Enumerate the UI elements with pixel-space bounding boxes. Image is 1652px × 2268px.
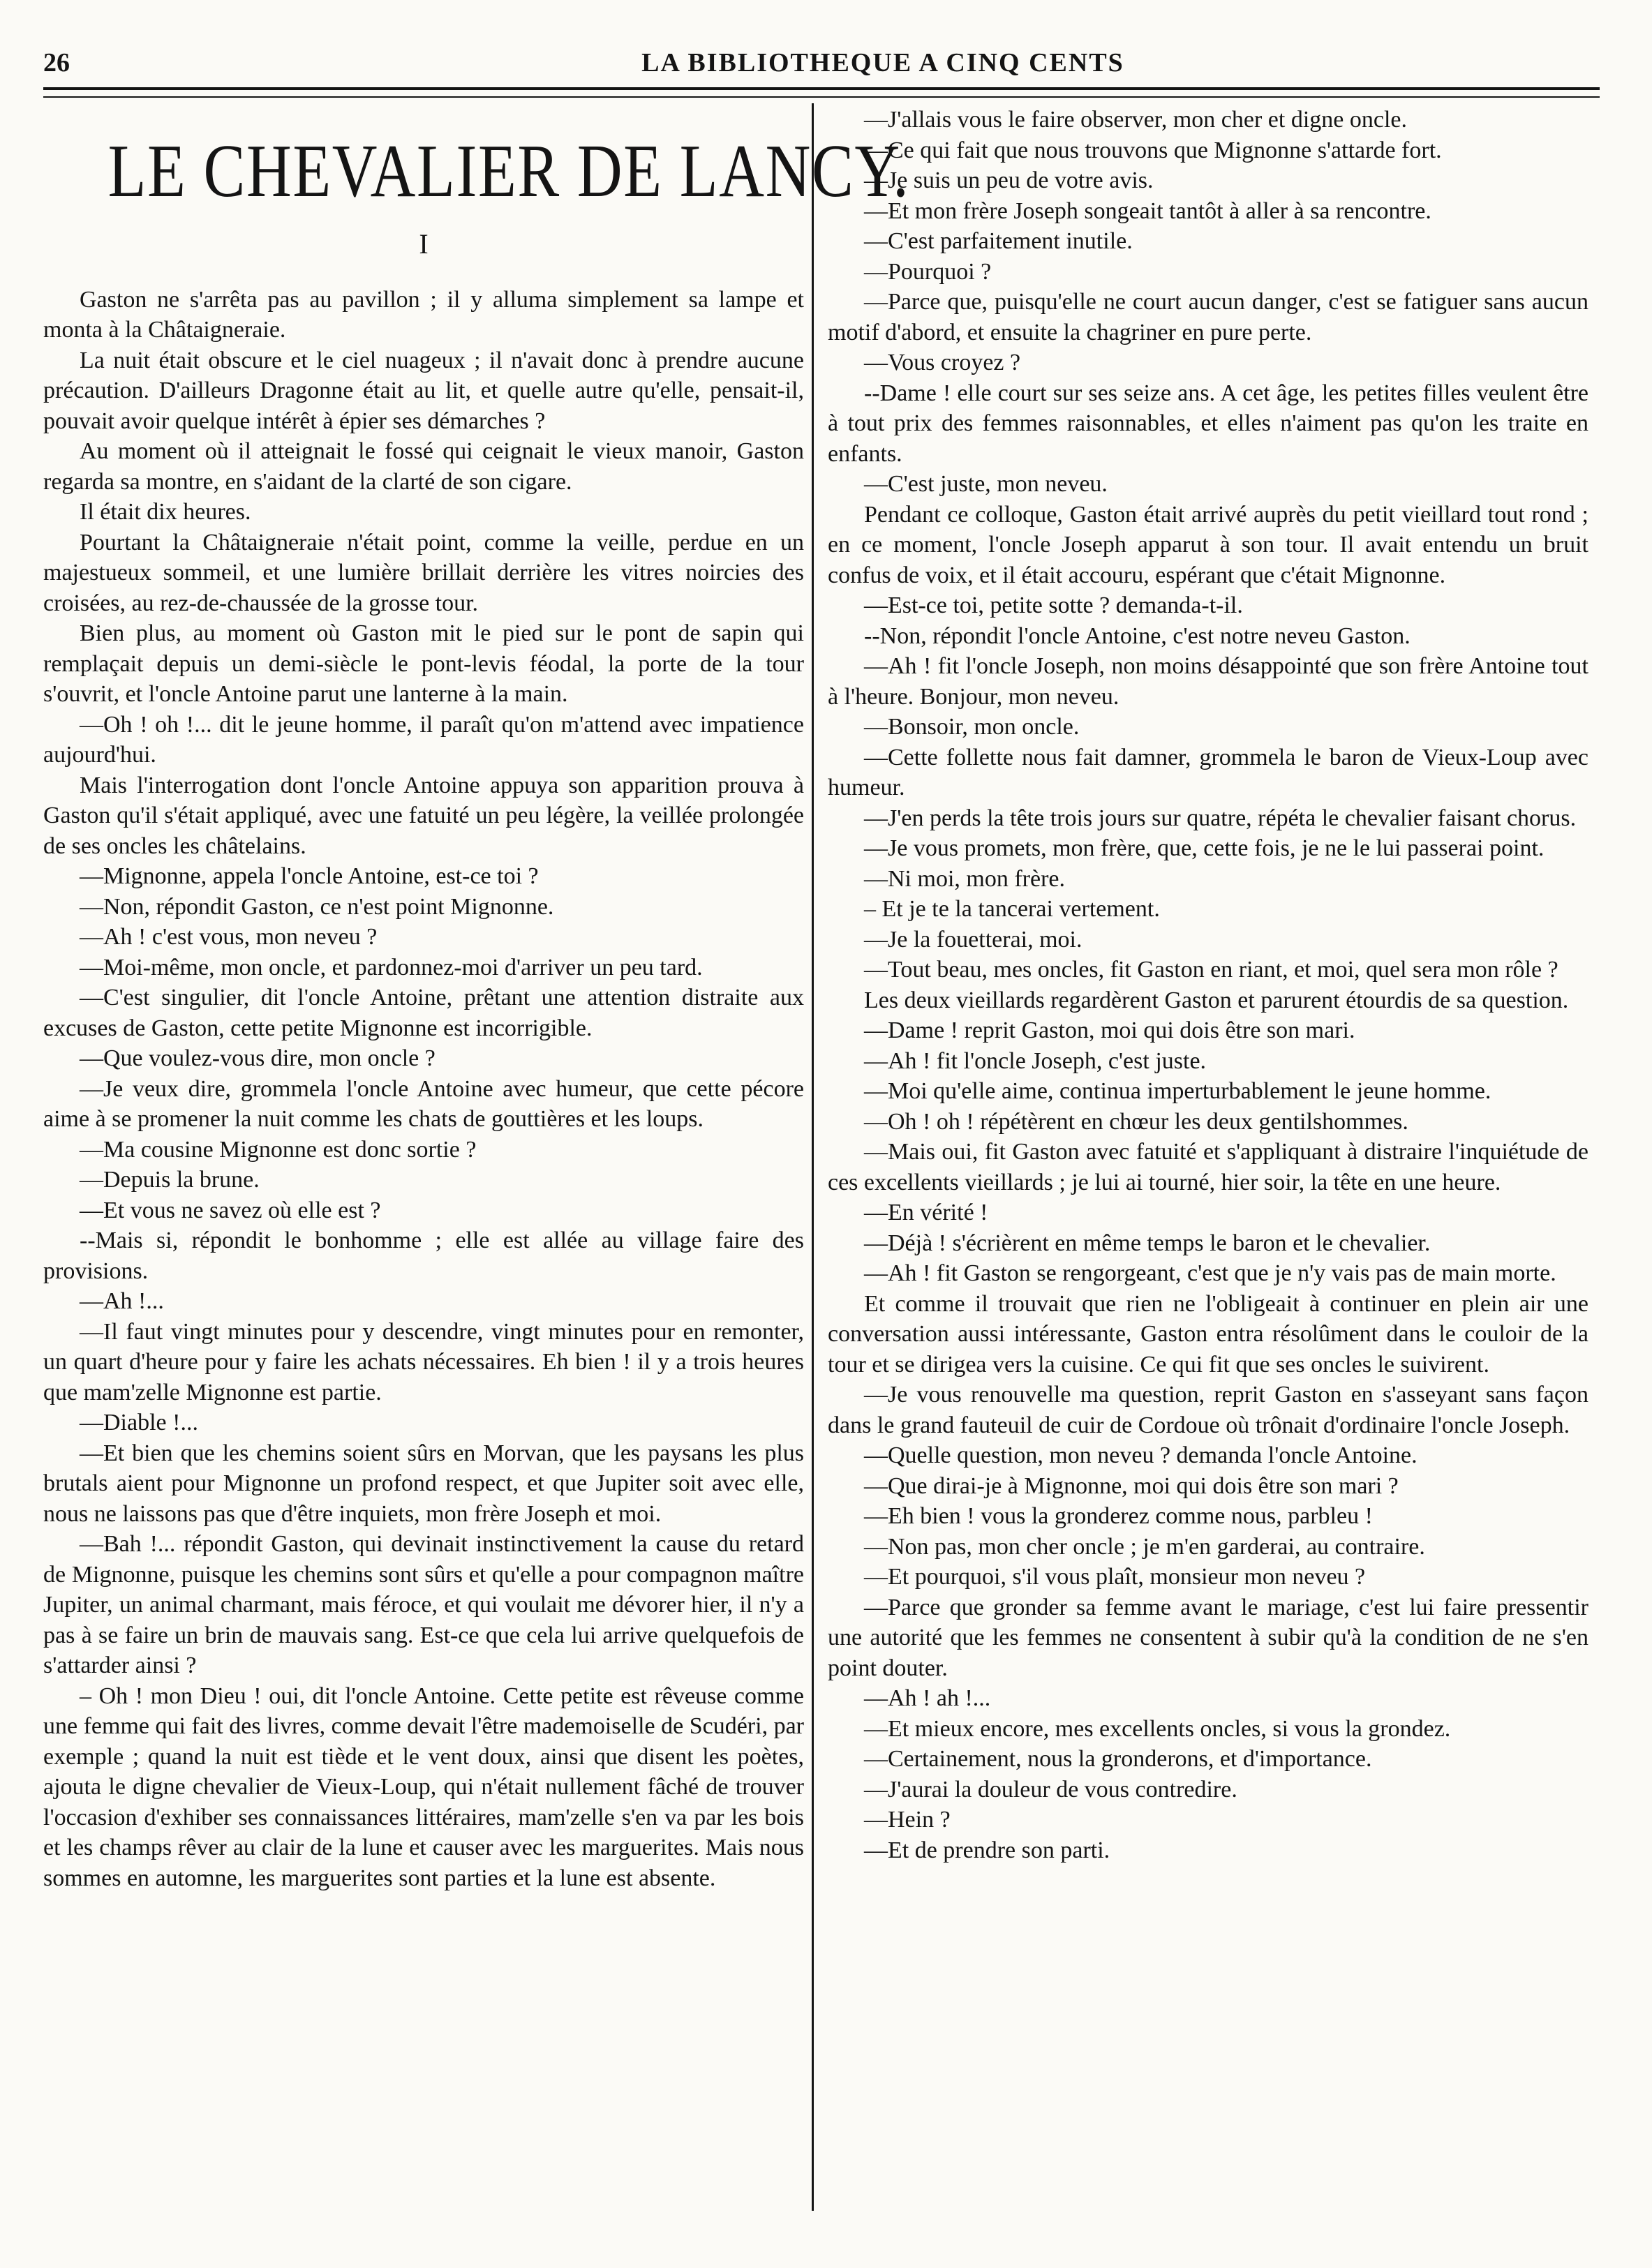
paragraph: --Non, répondit l'oncle Antoine, c'est notre neveu Gaston. [864,622,1411,649]
paragraph: —Je vous promets, mon frère, que, cette fois, je ne le lui passerai point. [864,835,1545,861]
paragraph: —Mais oui, fit Gaston avec fatuité et s'appliquant à distraire l'inquiétude de ces excellents vieillards ; je lui ai tourné, hier soir, la tête en une heure. [828,1139,1588,1195]
paragraph: —Bah !... répondit Gaston, qui devinait instinctivement la cause du retard de Mignonne, puisque les chemins sont sûrs et qu'elle a pour compagnon maître Jupiter, un animal charmant, mais féroce, et qui voulait me dévorer hier, il n'y a pas à se faire un brin de mauvais sang. Est-ce que cela lui arrive quelquefois de s'attarder ainsi ? [43,1531,804,1678]
paragraph: —Certainement, nous la gronderons, et d'importance. [864,1746,1372,1772]
paragraph: —Et pourquoi, s'il vous plaît, monsieur mon neveu ? [864,1564,1366,1590]
paragraph: —Ah ! fit Gaston se rengorgeant, c'est que je n'y vais pas de main morte. [864,1260,1556,1286]
paragraph: —Oh ! oh !... dit le jeune homme, il paraît qu'on m'attend avec impatience aujourd'hui. [43,711,804,768]
paragraph: —Ma cousine Mignonne est donc sortie ? [80,1136,477,1163]
paragraph: —Cette follette nous fait damner, grommela le baron de Vieux-Loup avec humeur. [828,744,1588,800]
paragraph: —Dame ! reprit Gaston, moi qui dois être son mari. [864,1017,1355,1043]
paragraph: —Quelle question, mon neveu ? demanda l'oncle Antoine. [864,1442,1417,1468]
paragraph: Au moment où il atteignait le fossé qui ceignait le vieux manoir, Gaston regarda sa montre, en s'aidant de la clarté de son cigare. [43,438,804,495]
paragraph: – Et je te la tancerai vertement. [864,896,1160,922]
paragraph: —Pourquoi ? [864,258,992,285]
right-column-text [828,105,1588,1865]
paragraph: —Déjà ! s'écrièrent en même temps le baron et le chevalier. [864,1230,1431,1256]
paragraph: – Oh ! mon Dieu ! oui, dit l'oncle Antoine. Cette petite est rêveuse comme une femme qui fait des livres, comme devait l'être mademoiselle de Scudéri, par exemple ; quand la nuit est tiède et le vent doux, ainsi que disent les poètes, ajouta le digne chevalier de Vieux-Loup, qui n'était nullement fâché de trouver l'occasion d'exhiber ses connaissances littéraires, mam'zelle s'en va par les bois et les champs rêver au clair de la lune et causer avec les marguerites. Mais nous sommes en automne, les marguerites sont parties et la lune est absente. [43,1683,804,1891]
paragraph: —Et de prendre son parti. [864,1837,1110,1863]
paragraph: —Moi-même, mon oncle, et pardonnez-moi d'arriver un peu tard. [80,954,703,980]
chapter-number: I [419,228,429,260]
paragraph: —Je veux dire, grommela l'oncle Antoine avec humeur, que cette pécore aime à se promener la nuit comme les chats de gouttières et les loups. [43,1075,804,1132]
page-number: 26 [43,48,70,77]
paragraph: Bien plus, au moment où Gaston mit le pied sur le pont de sapin qui remplaçait depuis un demi-siècle le pont-levis féodal, la porte de la tour s'ouvrit, et l'oncle Antoine parut une lanterne à la main. [43,620,804,707]
paragraph: —C'est singulier, dit l'oncle Antoine, prêtant une attention distraite aux excuses de Gaston, cette petite Mignonne est incorrigible. [43,985,804,1041]
paragraph: —Que dirai-je à Mignonne, moi qui dois être son mari ? [864,1472,1399,1499]
paragraph: —Vous croyez ? [864,350,1021,375]
paragraph: —Et mieux encore, mes excellents oncles, si vous la grondez. [864,1715,1451,1742]
paragraph: La nuit était obscure et le ciel nuageux ; il n'avait donc à prendre aucune précaution. D'ailleurs Dragonne était au lit, et quelle autre qu'elle, pensait-il, pouvait avoir quelque intérêt à épier ses démarches ? [43,347,804,434]
paragraph: —Non, répondit Gaston, ce n'est point Mignonne. [80,893,554,920]
paragraph: Gaston ne s'arrêta pas au pavillon ; il y alluma simplement sa lampe et monta à la Châtaigneraie. [43,286,804,343]
paragraph: —Est-ce toi, petite sotte ? demanda-t-il. [864,592,1243,618]
paragraph: --Dame ! elle court sur ses seize ans. A cet âge, les petites filles veulent être à tout prix des femmes raisonnables, et elles n'aiment pas qu'on les traite en enfants. [828,380,1588,467]
paragraph: Et comme il trouvait que rien ne l'obligeait à continuer en plein air une conversation aussi intéressante, Gaston entra résolûment dans le couloir de la tour et se dirigea vers la cuisine. Ce qui fit que ses oncles le suivirent. [828,1290,1588,1378]
paragraph: —Ah ! ah !... [864,1685,991,1711]
paragraph: —Hein ? [864,1807,951,1833]
paragraph: —Que voulez-vous dire, mon oncle ? [80,1045,436,1071]
paragraph: —Et mon frère Joseph songeait tantôt à aller à sa rencontre. [864,197,1431,224]
article-title: LE CHEVALIER DE LANCY. [107,130,910,213]
paragraph: —Oh ! oh ! répétèrent en chœur les deux gentilshommes. [864,1108,1408,1135]
paragraph: —Et vous ne savez où elle est ? [80,1197,381,1223]
header-rule-thick [43,87,1600,90]
paragraph: Mais l'interrogation dont l'oncle Antoine appuya son apparition prouva à Gaston qu'il s'était appliqué, avec une fatuité un peu légère, la veillée prolongée de ses oncles les châtelains. [43,772,804,859]
paragraph: Pendant ce colloque, Gaston était arrivé auprès du petit vieillard tout rond ; en ce moment, l'oncle Joseph apparut à son tour. Il avait entendu un bruit confus de voix, et il était accouru, espérant que c'était Mignonne. [828,501,1588,588]
paragraph: —Parce que, puisqu'elle ne court aucun danger, c'est se fatiguer sans aucun motif d'abord, et ensuite la chagriner en pure perte. [828,289,1588,345]
paragraph: —C'est parfaitement inutile. [864,228,1133,254]
paragraph: —Ah ! fit l'oncle Joseph, non moins désappointé que son frère Antoine tout à l'heure. Bonjour, mon neveu. [828,653,1588,710]
paragraph: —Ce qui fait que nous trouvons que Mignonne s'attarde fort. [864,137,1442,163]
paragraph: —Bonsoir, mon oncle. [864,714,1080,740]
paragraph: —Ah ! fit l'oncle Joseph, c'est juste. [864,1047,1207,1074]
paragraph: —Je vous renouvelle ma question, reprit Gaston en s'asseyant sans façon dans le grand fauteuil de cuir de Cordoue où trônait d'ordinaire l'oncle Joseph. [828,1382,1588,1438]
paragraph: —J'allais vous le faire observer, mon cher et digne oncle. [864,107,1407,133]
paragraph: —Ah ! c'est vous, mon neveu ? [80,924,378,950]
paragraph: Les deux vieillards regardèrent Gaston et parurent étourdis de sa question. [864,987,1569,1013]
paragraph: —Tout beau, mes oncles, fit Gaston en riant, et moi, quel sera mon rôle ? [864,957,1558,983]
paragraph: Il était dix heures. [80,499,251,525]
paragraph: —Parce que gronder sa femme avant le mariage, c'est lui faire pressentir une autorité que les femmes ne consentent à subir qu'à la condition de ne s'en point douter. [828,1594,1588,1681]
paragraph: —Ni moi, mon frère. [864,865,1065,892]
paragraph: —C'est juste, mon neveu. [864,471,1108,497]
paragraph: —Moi qu'elle aime, continua imperturbablement le jeune homme. [864,1078,1491,1104]
right-column [828,105,1588,1865]
paragraph: —Je la fouetterai, moi. [864,926,1082,953]
paragraph: —Il faut vingt minutes pour y descendre, vingt minutes pour en remonter, un quart d'heure pour y faire les achats nécessaires. Eh bien ! il y a trois heures que mam'zelle Mignonne est partie. [43,1318,804,1405]
running-title: LA BIBLIOTHEQUE A CINQ CENTS [641,48,1124,77]
paragraph: —Diable !... [80,1410,198,1435]
paragraph: —Non pas, mon cher oncle ; je m'en garderai, au contraire. [864,1533,1425,1560]
paragraph: —Ah !... [80,1288,164,1314]
paragraph: —Mignonne, appela l'oncle Antoine, est-ce toi ? [80,863,539,889]
paragraph: —J'aurai la douleur de vous contredire. [864,1776,1237,1803]
left-column-text [43,285,804,1894]
paragraph: —Depuis la brune. [80,1167,260,1193]
paragraph: --Mais si, répondit le bonhomme ; elle est allée au village faire des provisions. [43,1228,804,1284]
paragraph: Pourtant la Châtaigneraie n'était point, comme la veille, perdue en un majestueux sommeil, et une lumière brillait derrière les vitres noircies des croisées, au rez-de-chaussée de la grosse tour. [43,529,804,616]
paragraph: —J'en perds la tête trois jours sur quatre, répéta le chevalier faisant chorus. [864,805,1577,831]
paragraph: —Eh bien ! vous la gronderez comme nous, parbleu ! [864,1503,1373,1529]
paragraph: —Je suis un peu de votre avis. [864,167,1154,193]
column-divider [812,103,814,2211]
paragraph: —Et bien que les chemins soient sûrs en Morvan, que les paysans les plus brutals aient pour Mignonne un profond respect, et que Jupiter soit avec elle, nous ne laissons pas que d'être inquiets, mon frère Joseph et moi. [43,1440,804,1527]
paragraph: —En vérité ! [864,1200,988,1225]
header-rule-thin [43,96,1600,98]
